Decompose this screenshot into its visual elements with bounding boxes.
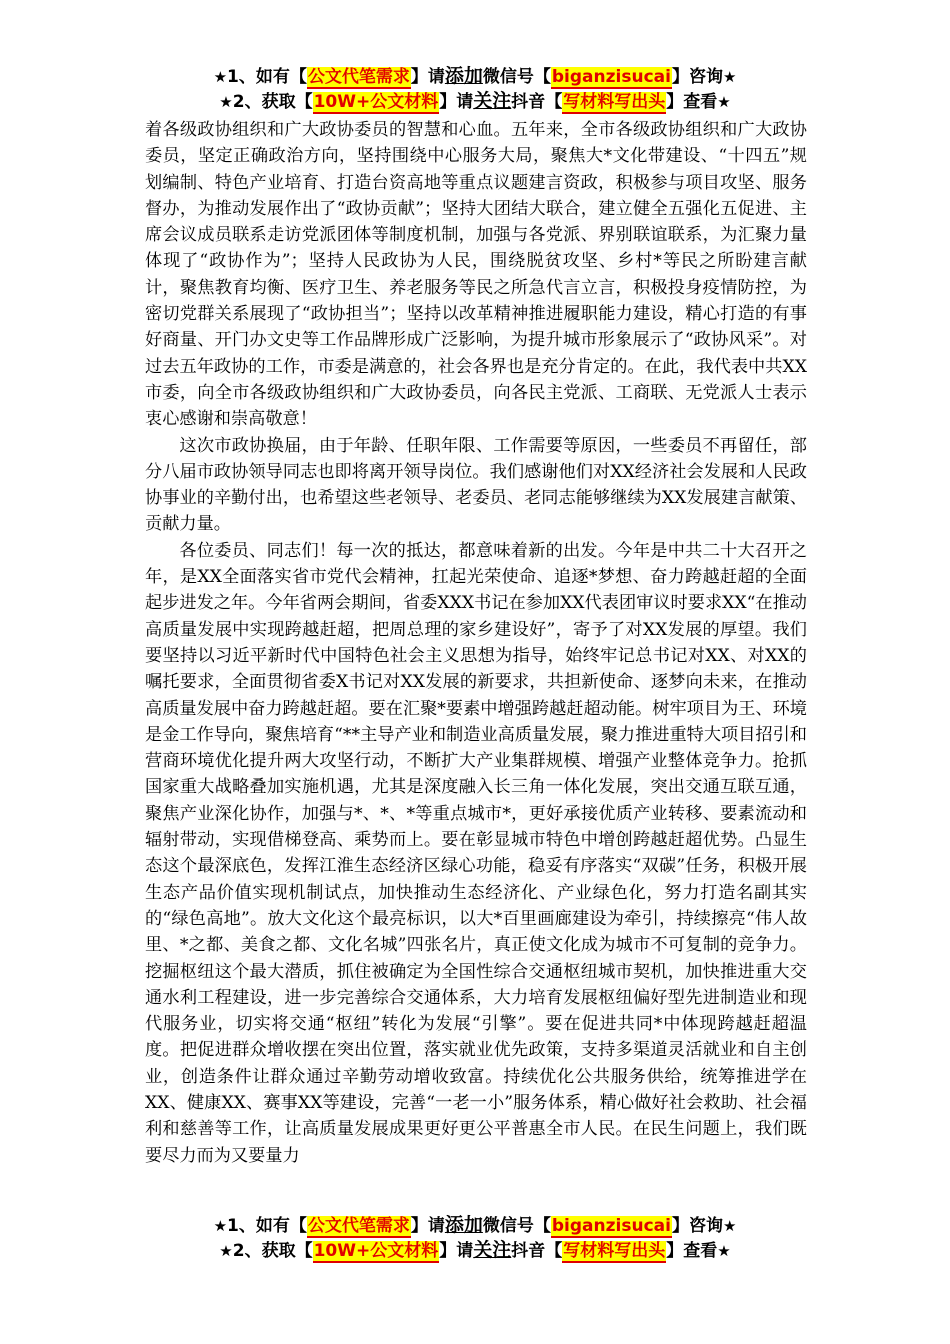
banner-text: 】咨询	[671, 67, 723, 87]
highlight-materials: 10W+公文材料	[313, 1241, 439, 1261]
paragraph: 这次市政协换届，由于年龄、任职年限、工作需要等原因，一些委员不再留任，部分八届市政协领导同志也即将离开领导岗位。我们感谢他们对XX经济社会发展和人民政协事业的辛勤付出，也希望这些老领导、老委员、老同志能够继续为XX发展建言献策、贡献力量。	[145, 435, 807, 535]
banner-text: 抖音【	[511, 92, 563, 112]
emphasis-follow: 关注	[473, 1239, 512, 1261]
banner-text: 2、获取【	[232, 92, 313, 112]
banner-text: 】查看	[666, 92, 718, 112]
star-icon: ★	[213, 1217, 228, 1235]
highlight-service: 公文代笔需求	[307, 1216, 410, 1236]
emphasis-add: 添加	[444, 1214, 483, 1236]
banner-line-2	[0, 89, 950, 114]
highlight-wechat-id: biganzisucai	[551, 1216, 671, 1236]
emphasis-follow: 关注	[473, 90, 512, 112]
star-icon: ★	[219, 1242, 233, 1260]
highlight-materials: 10W+公文材料	[313, 92, 439, 112]
footer-banner	[0, 1213, 950, 1263]
star-icon: ★	[717, 1242, 731, 1260]
banner-line-1	[0, 1213, 950, 1238]
banner-text: 】请	[439, 92, 474, 112]
banner-text: 】请	[439, 1241, 474, 1261]
banner-text: 2、获取【	[232, 1241, 313, 1261]
banner-text: 】查看	[666, 1241, 718, 1261]
banner-text: 】请	[410, 1216, 445, 1236]
banner-text: 】咨询	[671, 1216, 723, 1236]
banner-text: 】请	[410, 67, 445, 87]
banner-line-1	[0, 64, 950, 89]
banner-text: 1、如有【	[227, 67, 307, 87]
highlight-service: 公文代笔需求	[307, 67, 410, 87]
banner-text: 微信号【	[482, 1216, 551, 1236]
banner-line-2	[0, 1238, 950, 1263]
star-icon: ★	[717, 93, 731, 111]
highlight-douyin-account: 写材料写出头	[563, 92, 666, 112]
star-icon: ★	[219, 93, 233, 111]
banner-text: 抖音【	[511, 1241, 563, 1261]
highlight-wechat-id: biganzisucai	[551, 67, 671, 87]
emphasis-add: 添加	[444, 65, 483, 87]
star-icon: ★	[722, 68, 737, 86]
star-icon: ★	[722, 1217, 737, 1235]
paragraph: 各位委员、同志们！每一次的抵达，都意味着新的出发。今年是中共二十大召开之年，是XX全面落实省市党代会精神，扛起光荣使命、追逐*梦想、奋力跨越赶超的全面起步进发之年。今年省两会期间，省委XXX书记在参加XX代表团审议时要求XX“在推动高质量发展中实现跨越赶超，把周总理的家乡建设好”，寄予了对XX发展的厚望。我们要坚持以习近平新时代中国特色社会主义思想为指导，始终牢记总书记对XX、对XX的嘱托要求，全面贯彻省委X书记对XX发展的新要求，共担新使命、逐梦向未来，在推动高质量发展中奋力跨越赶超。要在汇聚*要素中增强跨越赶超动能。树牢项目为王、环境是金工作导向，聚焦培育“**主导产业和制造业高质量发展，聚力推进重特大项目招引和营商环境优化提升两大攻坚行动，不断扩大产业集群规模、增强产业整体竞争力。抢抓国家重大战略叠加实施机遇，尤其是深度融入长三角一体化发展，突出交通互联互通，聚焦产业深化协作，加强与*、*、*等重点城市*，更好承接优质产业转移、要素流动和辐射带动，实现借梯登高、乘势而上。要在彰显城市特色中增创跨越赶超优势。凸显生态这个最深底色，发挥江淮生态经济区绿心功能，稳妥有序落实“双碳”任务，积极开展生态产品价值实现机制试点，加快推动生态经济化、产业绿色化，努力打造名副其实的“绿色高地”。放大文化这个最亮标识，以大*百里画廊建设为牵引，持续擦亮“伟人故里、*之都、美食之都、文化名城”四张名片，真正使文化成为城市不可复制的竞争力。挖掘枢纽这个最大潜质，抓住被确定为全国性综合交通枢纽城市契机，加快推进重大交通水利工程建设，进一步完善综合交通体系，大力培育发展枢纽偏好型先进制造业和现代服务业，切实将交通“枢纽”转化为发展“引擎”。要在促进共同*中体现跨越赶超温度。把促进群众增收摆在突出位置，落实就业优先政策，支持多渠道灵活就业和自主创业，创造条件让群众通过辛勤劳动增收致富。持续优化公共服务供给，统筹推进学在XX、健康XX、赛事XX等建设，完善“一老一小”服务体系，精心做好社会救助、社会福利和慈善等工作，让高质量发展成果更好更公平普惠全市人民。在民生问题上，我们既要尽力而为又要量力	[145, 540, 807, 1166]
banner-text: 1、如有【	[227, 1216, 307, 1236]
paragraph: 着各级政协组织和广大政协委员的智慧和心血。五年来，全市各级政协组织和广大政协委员，坚定正确政治方向，坚持围绕中心服务大局，聚焦大*文化带建设、“十四五”规划编制、特色产业培育、打造台资高地等重点议题建言资政，积极参与项目攻坚、服务督办，为推动发展作出了“政协贡献”；坚持大团结大联合，建立健全五强化五促进、主席会议成员联系走访党派团体等制度机制，加强与各党派、界别联谊联系，为汇聚力量体现了“政协作为”；坚持人民政协为人民，围绕脱贫攻坚、乡村*等民之所盼建言献计，聚焦教育均衡、医疗卫生、养老服务等民之所急代言立言，积极投身疫情防控，为密切党群关系展现了“政协担当”；坚持以改革精神推进履职能力建设，精心打造的有事好商量、开门办文史等工作品牌形成广泛影响，为提升城市形象展示了“政协风采”。对过去五年政协的工作，市委是满意的，社会各界也是充分肯定的。在此，我代表中共XX市委，向全市各级政协组织和广大政协委员，向各民主党派、工商联、无党派人士表示衷心感谢和崇高敬意！	[145, 120, 807, 430]
header-banner	[0, 64, 950, 114]
banner-text: 微信号【	[482, 67, 551, 87]
star-icon: ★	[213, 68, 228, 86]
highlight-douyin-account: 写材料写出头	[563, 1241, 666, 1261]
document-body	[145, 117, 807, 1169]
